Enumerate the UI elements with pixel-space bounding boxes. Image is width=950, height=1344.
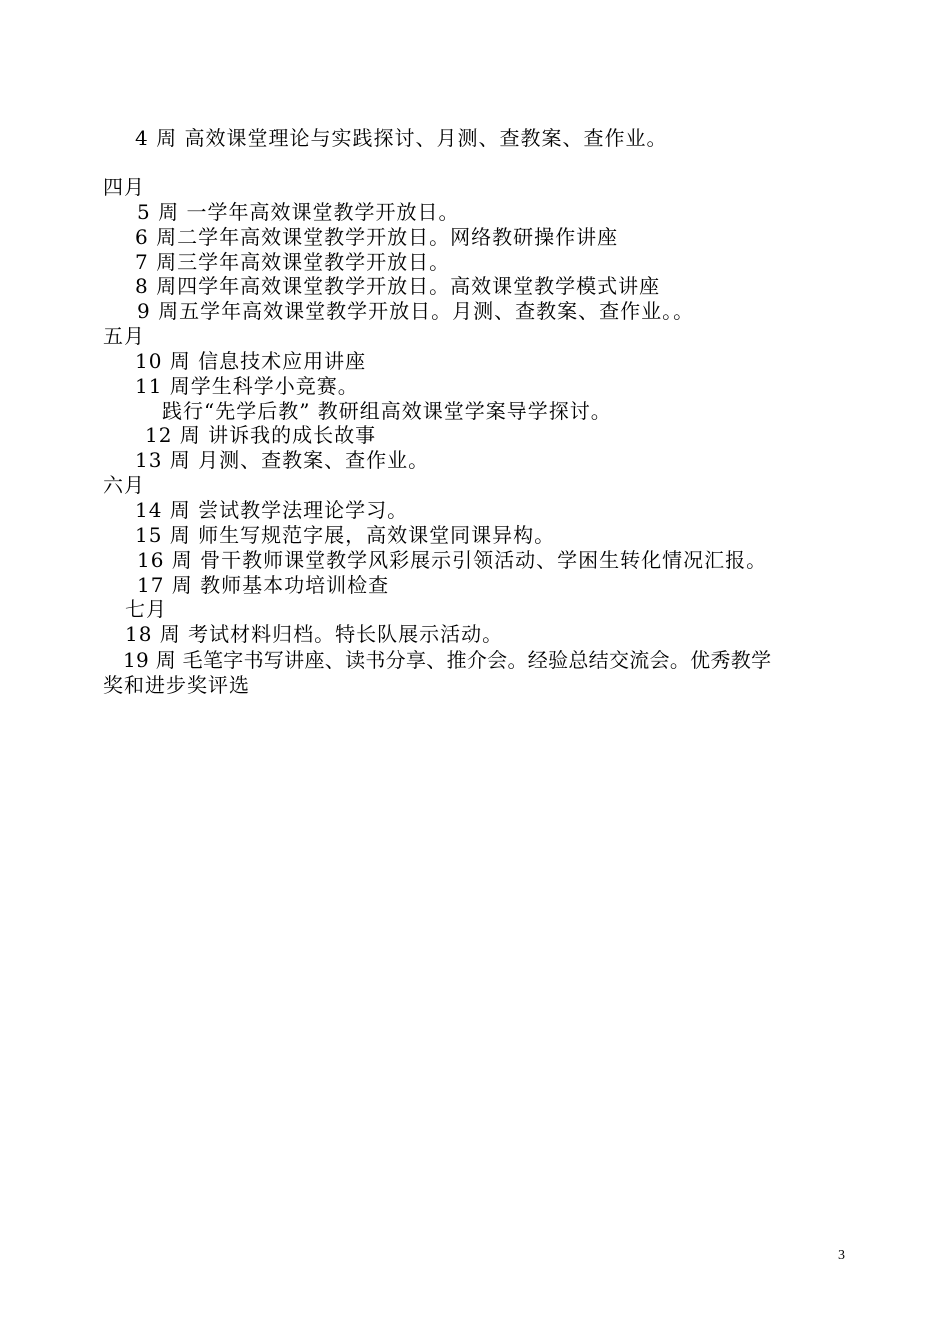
week-11-subline: 践行“先学后教” 教研组高效课堂学案导学探讨。 [162,399,612,423]
week-17-line: 17 周 教师基本功培训检查 [137,573,390,597]
month-heading-april: 四月 [103,175,145,199]
week-6-line: 6 周二学年高效课堂教学开放日。网络教研操作讲座 [135,225,619,249]
week-15-line: 15 周 师生写规范字展，高效课堂同课异构。 [135,523,556,547]
week-16-line: 16 周 骨干教师课堂教学风彩展示引领活动、学困生转化情况汇报。 [137,548,768,572]
week-11-line: 11 周学生科学小竞赛。 [135,374,359,398]
week-5-line: 5 周 一学年高效课堂教学开放日。 [137,200,460,224]
week-9-line: 9 周五学年高效课堂教学开放日。月测、查教案、查作业。。 [137,299,695,323]
week-19-line: 19 周 毛笔字书写讲座、读书分享、推介会。经验总结交流会。优秀教学 [123,648,772,672]
week-19-continuation: 奖和进步奖评选 [103,673,250,697]
week-12-line: 12 周 讲诉我的成长故事 [145,423,377,447]
week-4-line: 4 周 高效课堂理论与实践探讨、月测、查教案、查作业。 [135,126,668,150]
week-13-line: 13 周 月测、查教案、查作业。 [135,448,430,472]
month-heading-may: 五月 [103,324,145,348]
week-14-line: 14 周 尝试教学法理论学习。 [135,498,409,522]
month-heading-june: 六月 [103,473,145,497]
week-18-line: 18 周 考试材料归档。特长队展示活动。 [125,622,504,646]
month-heading-july: 七月 [125,597,167,621]
page-number: 3 [838,1248,845,1263]
week-10-line: 10 周 信息技术应用讲座 [135,349,367,373]
week-7-line: 7 周三学年高效课堂教学开放日。 [135,250,451,274]
week-8-line: 8 周四学年高效课堂教学开放日。高效课堂教学模式讲座 [135,274,661,298]
